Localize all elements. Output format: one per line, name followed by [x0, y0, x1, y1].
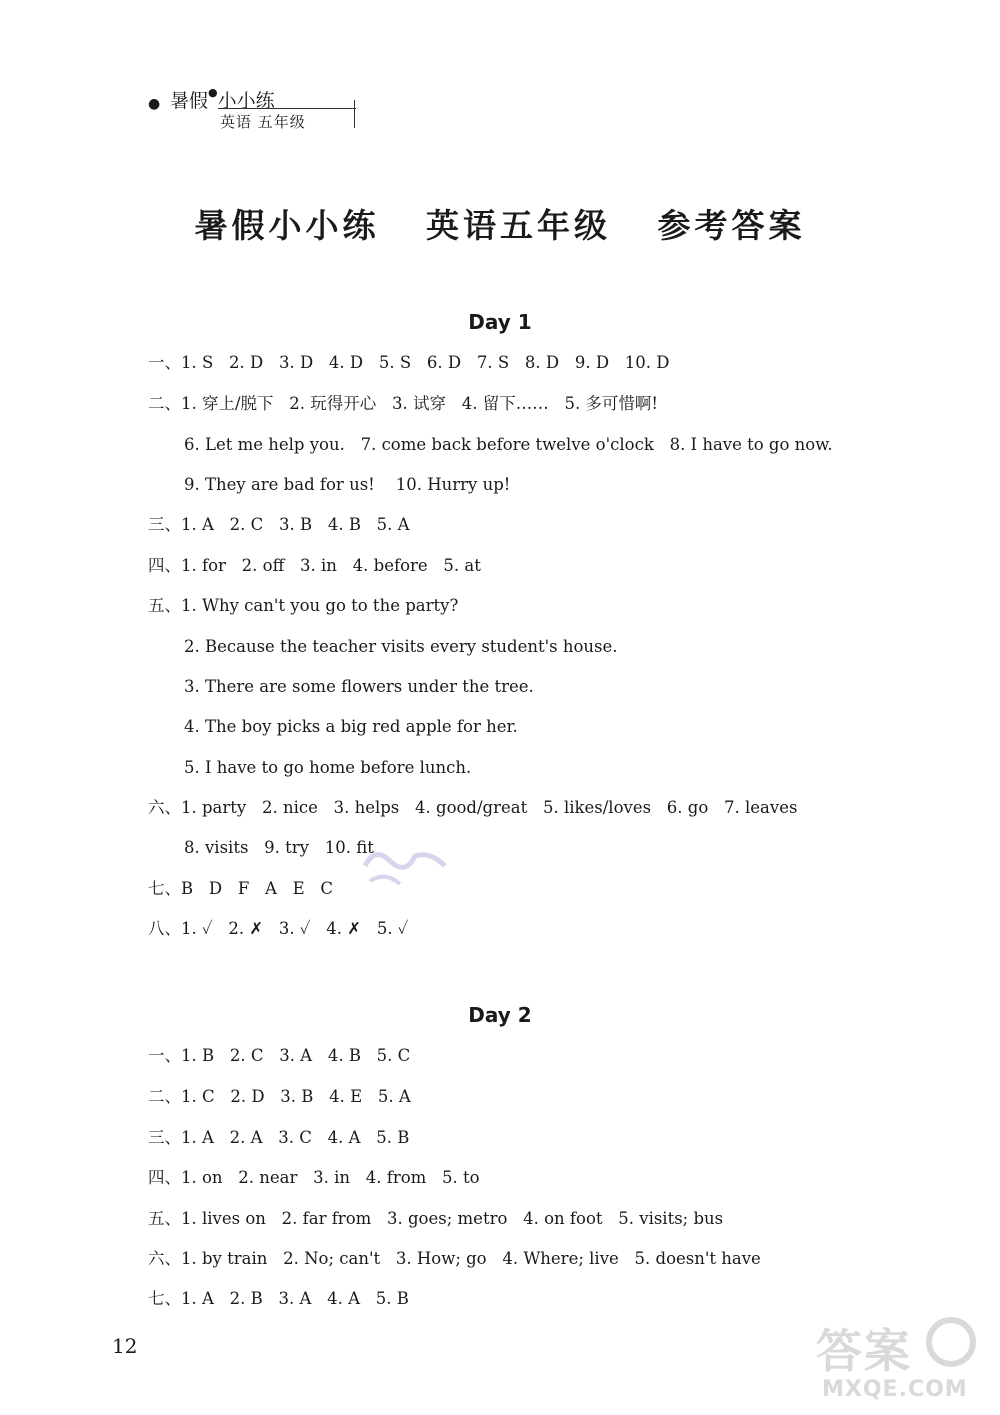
answer-line: 四、1. on 2. near 3. in 4. from 5. to: [148, 1168, 480, 1187]
answer-line: 七、1. A 2. B 3. A 4. A 5. B: [148, 1289, 409, 1308]
header-underline: [218, 108, 356, 109]
day-1-heading: Day 1: [468, 310, 532, 334]
answer-line: 三、1. A 2. C 3. B 4. B 5. A: [148, 515, 410, 534]
answer-line: 6. Let me help you. 7. come back before twelve o'clock 8. I have to go now.: [184, 435, 833, 454]
answer-line: 二、1. C 2. D 3. B 4. E 5. A: [148, 1087, 411, 1106]
header-brand: 暑假●小小练: [170, 86, 275, 112]
answer-line: 六、1. by train 2. No; can't 3. How; go 4. Where; live 5. doesn't have: [148, 1249, 761, 1268]
answer-line: 8. visits 9. try 10. fit: [184, 838, 374, 857]
answer-line: 3. There are some flowers under the tree.: [184, 677, 534, 696]
answer-line: 三、1. A 2. A 3. C 4. A 5. B: [148, 1128, 410, 1147]
answer-line: 八、1. ✓ 2. ✗ 3. ✓ 4. ✗ 5. ✓: [148, 919, 409, 938]
header-vertical-rule: [354, 100, 355, 128]
answer-line: 4. The boy picks a big red apple for her.: [184, 717, 518, 736]
answer-line: 一、1. S 2. D 3. D 4. D 5. S 6. D 7. S 8. D 9. D 10. D: [148, 353, 670, 372]
watermark-stamp: [800, 1315, 985, 1405]
answer-line: 六、1. party 2. nice 3. helps 4. good/great 5. likes/loves 6. go 7. leaves: [148, 798, 798, 817]
watermark-url: MXQE.COM: [822, 1377, 968, 1402]
page-title: 暑假小小练 英语五年级 参考答案: [194, 206, 806, 245]
answer-line: 9. They are bad for us! 10. Hurry up!: [184, 475, 511, 494]
watermark-circle-icon: [926, 1317, 976, 1367]
day-2-heading: Day 2: [468, 1003, 532, 1027]
running-header: [148, 86, 368, 136]
page-number: 12: [112, 1334, 138, 1358]
answer-line: 五、1. lives on 2. far from 3. goes; metro 4. on foot 5. visits; bus: [148, 1209, 724, 1228]
answer-line: 七、B D F A E C: [148, 879, 334, 898]
ink-smudge-icon: [355, 836, 465, 896]
answer-line: 二、1. 穿上/脱下 2. 玩得开心 3. 试穿 4. 留下…… 5. 多可惜啊!: [148, 394, 659, 413]
answer-line: 一、1. B 2. C 3. A 4. B 5. C: [148, 1046, 411, 1065]
answer-line: 四、1. for 2. off 3. in 4. before 5. at: [148, 556, 481, 575]
watermark-big-text: 答案: [816, 1324, 912, 1378]
bullet-dot-icon: ●: [148, 96, 161, 112]
answer-line: 5. I have to go home before lunch.: [184, 758, 472, 777]
answer-line: 2. Because the teacher visits every student's house.: [184, 637, 618, 656]
answer-line: 五、1. Why can't you go to the party?: [148, 596, 459, 615]
header-subtitle: 英语 五年级: [220, 113, 306, 131]
